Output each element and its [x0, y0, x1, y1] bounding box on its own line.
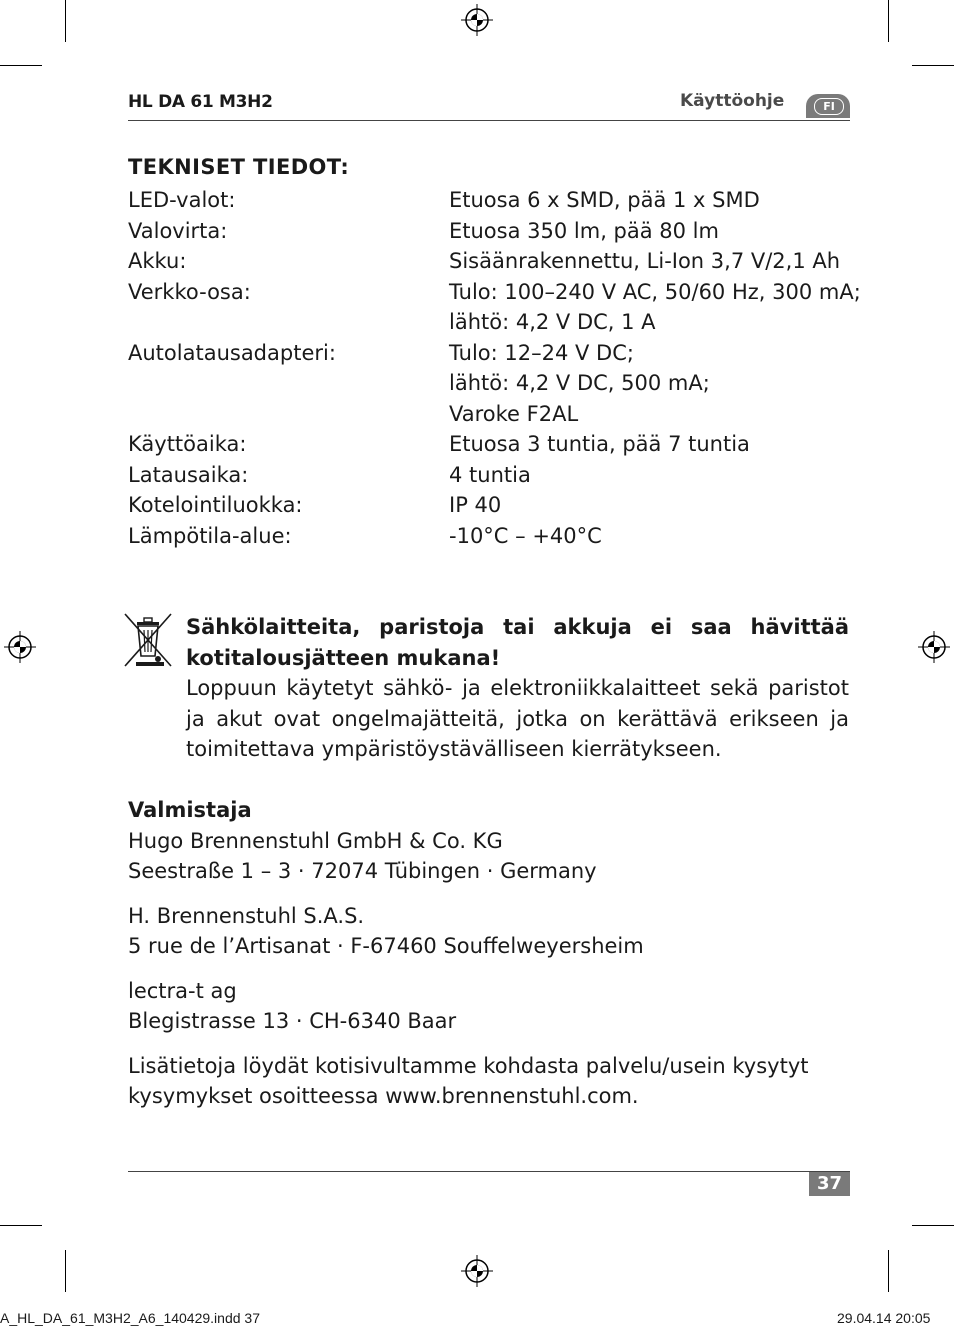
crop-mark	[888, 0, 889, 42]
spec-value-line: 4 tuntia	[449, 462, 531, 487]
spec-row	[128, 429, 850, 460]
disposal-warning: Sähkölaitteita, paristoja tai akkuja ei saa hävittää kotitalousjätteen mukana!	[186, 615, 849, 670]
address-line: lectra-t ag	[128, 978, 237, 1003]
crop-mark	[888, 1250, 889, 1292]
spec-value	[449, 277, 861, 338]
spec-row	[128, 490, 850, 521]
spec-value	[449, 490, 850, 521]
spec-label: Autolatausadapteri:	[128, 340, 336, 365]
address-line: 5 rue de l’Artisanat · F-67460 Souffelweyersheim	[128, 934, 644, 958]
registration-mark-icon	[461, 4, 493, 36]
spec-label: Kotelointiluokka:	[128, 493, 303, 517]
spec-label: Käyttöaika:	[128, 432, 247, 456]
spec-label: Latausaika:	[128, 462, 249, 487]
spec-row	[128, 246, 850, 277]
spec-value-line: Etuosa 6 x SMD, pää 1 x SMD	[449, 188, 760, 212]
crop-mark	[65, 1250, 66, 1292]
page-number: 37	[809, 1172, 850, 1196]
address-block	[128, 826, 850, 887]
manufacturer-title: Valmistaja	[128, 798, 252, 822]
crop-mark	[65, 0, 66, 42]
spec-value-line: Tulo: 100–240 V AC, 50/60 Hz, 300 mA;	[449, 279, 861, 304]
disposal-text: Loppuun käytetyt sähkö- ja elektroniikkalaitteet sekä paristot ja akut ovat ongelmajätteitä, jotka on kerättävä erikseen ja toimitettava ympäristöystävälliseen kierrätykseen.	[186, 676, 849, 761]
spec-value	[449, 460, 850, 491]
spec-value-line: Tulo: 12–24 V DC;	[449, 340, 634, 365]
manufacturer-section	[128, 795, 850, 1126]
crop-mark	[912, 1225, 954, 1226]
address-block	[128, 976, 850, 1037]
language-badge-label: FI	[814, 98, 844, 115]
model-name: HL DA 61 M3H2	[128, 92, 273, 112]
language-badge	[806, 94, 850, 118]
address-line: Hugo Brennenstuhl GmbH & Co. KG	[128, 828, 503, 853]
spec-label: Valovirta:	[128, 218, 228, 243]
spec-row	[128, 338, 850, 430]
crossed-out-bin-icon	[122, 612, 174, 668]
header-rule	[128, 120, 850, 121]
spec-value-line: IP 40	[449, 493, 502, 517]
address-line: Blegistrasse 13 · CH-6340 Baar	[128, 1009, 457, 1033]
spec-value	[449, 521, 850, 552]
spec-value	[449, 429, 850, 460]
crop-mark	[0, 65, 42, 66]
spec-label: Akku:	[128, 249, 187, 273]
crop-mark	[0, 1225, 42, 1226]
spec-value-line: Sisäänrakennettu, Li-Ion 3,7 V/2,1 Ah	[449, 249, 841, 273]
spec-value-line: lähtö: 4,2 V DC, 500 mA;	[449, 371, 710, 395]
registration-mark-icon	[4, 631, 36, 663]
slug-date: 29.04.14 20:05	[837, 1310, 931, 1326]
spec-value-line: Varoke F2AL	[449, 401, 579, 426]
slug-file-info: A_HL_DA_61_M3H2_A6_140429.indd 37	[0, 1310, 260, 1326]
spec-row	[128, 277, 861, 338]
spec-row	[128, 185, 850, 216]
info-text	[128, 1051, 850, 1112]
manual-title: Käyttöohje	[680, 91, 785, 111]
spec-row	[128, 460, 850, 491]
spec-row	[128, 216, 850, 247]
spec-value-line: -10°C – +40°C	[449, 523, 602, 548]
footer-rule	[128, 1171, 850, 1172]
address-line: Seestraße 1 – 3 · 72074 Tübingen · Germany	[128, 859, 597, 883]
registration-mark-icon	[461, 1255, 493, 1287]
spec-value-line: Etuosa 350 lm, pää 80 lm	[449, 218, 719, 243]
address-line: H. Brennenstuhl S.A.S.	[128, 903, 365, 928]
info-line: Lisätietoja löydät kotisivultamme kohdasta palvelu/usein kysytyt	[128, 1053, 809, 1078]
spec-label: Verkko-osa:	[128, 279, 251, 304]
spec-value	[449, 246, 850, 277]
spec-row	[128, 521, 850, 552]
spec-label: Lämpötila-alue:	[128, 523, 292, 548]
specs-title: TEKNISET TIEDOT:	[128, 155, 350, 179]
spec-label: LED-valot:	[128, 188, 236, 212]
spec-value	[449, 216, 850, 247]
spec-value-line: lähtö: 4,2 V DC, 1 A	[449, 310, 656, 334]
disposal-notice	[186, 612, 849, 765]
specs-table	[128, 185, 861, 551]
info-line: kysymykset osoitteessa www.brennenstuhl.com.	[128, 1084, 639, 1108]
spec-value	[449, 185, 850, 216]
address-block	[128, 901, 850, 962]
registration-mark-icon	[918, 631, 950, 663]
spec-value-line: Etuosa 3 tuntia, pää 7 tuntia	[449, 432, 750, 456]
spec-value	[449, 338, 850, 430]
crop-mark	[912, 65, 954, 66]
